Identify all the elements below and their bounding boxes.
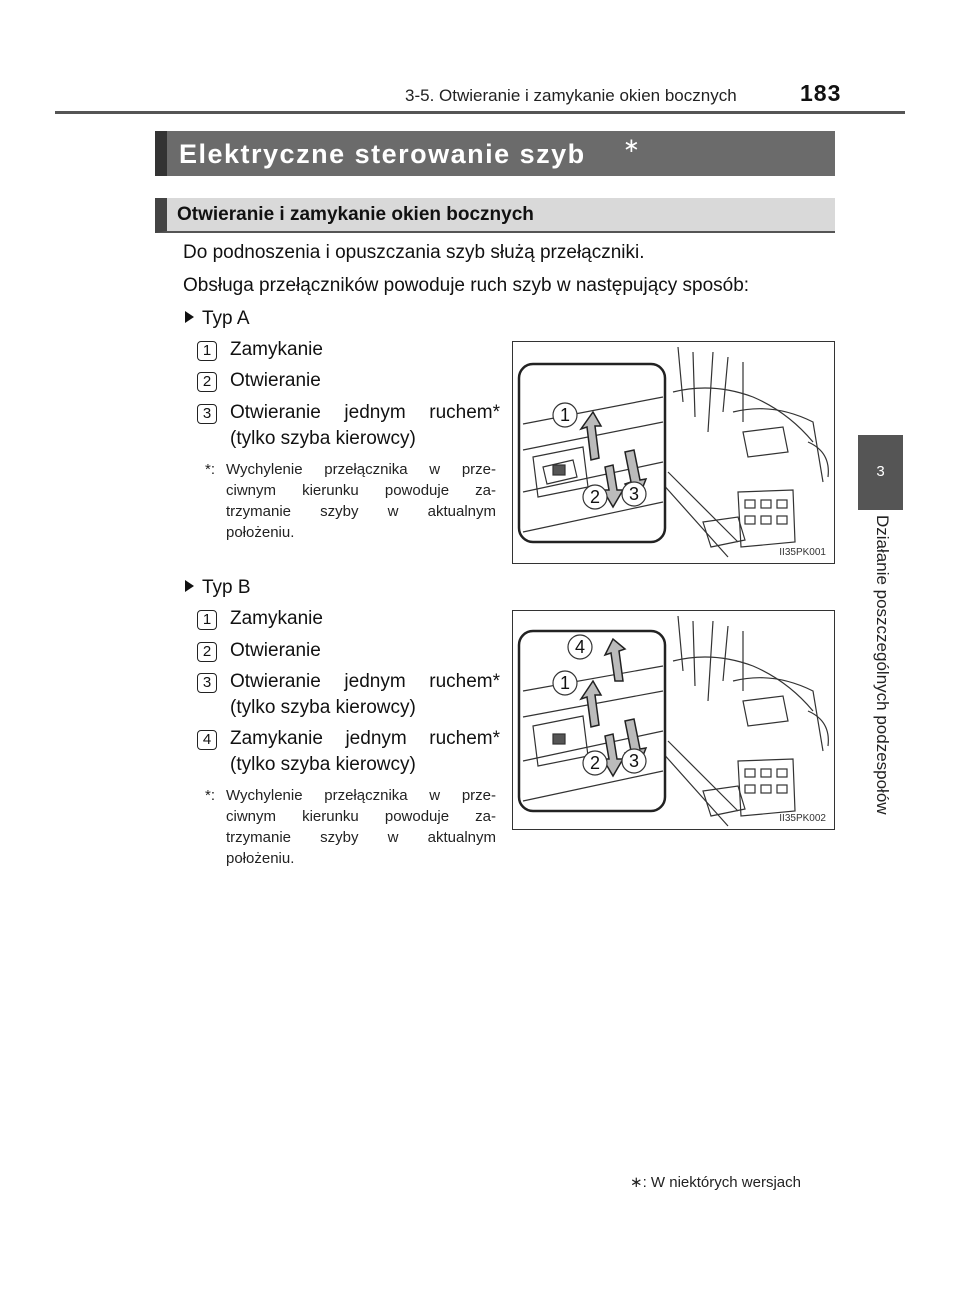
item-text: Otwieranie jednym ruchem* (230, 671, 500, 692)
header-rule (55, 111, 905, 114)
note-line: ciwnym kierunku powoduje za- (226, 482, 496, 499)
type-b-label: Typ B (202, 577, 251, 598)
item-number: 1 (197, 341, 217, 361)
note-line: trzymanie szyby w aktualnym (226, 829, 496, 846)
item-number: 2 (197, 372, 217, 392)
note-mark: *: (205, 787, 216, 804)
figure-type-a (512, 341, 835, 564)
chapter-tab (858, 435, 903, 510)
figure-label: 3 (628, 751, 640, 771)
note-line: Wychylenie przełącznika w prze- (226, 461, 496, 478)
item-text: Zamykanie (230, 339, 323, 360)
type-a-item-3-continuation: (tylko szyba kierowcy) (230, 428, 416, 449)
note-line: położeniu. (226, 850, 295, 867)
type-a-heading (185, 308, 250, 330)
note-line: trzymanie szyby w aktualnym (226, 503, 496, 520)
figure-type-b (512, 610, 835, 830)
figure-label: 1 (559, 405, 571, 425)
figure-label: 2 (589, 753, 601, 773)
intro-line-1: Do podnoszenia i opuszczania szyb służą przełączniki. (183, 242, 645, 263)
section-title: Elektryczne sterowanie szyb (179, 139, 586, 169)
running-header-section: 3-5. Otwieranie i zamykanie okien bocznych (405, 86, 737, 105)
footnote-text: : W niektórych wersjach (642, 1174, 801, 1191)
type-b-item-4-continuation: (tylko szyba kierowcy) (230, 754, 416, 775)
item-text: Otwieranie (230, 640, 321, 661)
item-number: 1 (197, 610, 217, 630)
figure-label: 3 (628, 484, 640, 504)
item-text: Zamykanie (230, 608, 323, 629)
page-number: 183 (800, 80, 842, 106)
subsection-title: Otwieranie i zamykanie okien bocznych (177, 204, 534, 225)
figure-label: 4 (574, 637, 586, 657)
item-number: 3 (197, 404, 217, 424)
item-text: Otwieranie (230, 370, 321, 391)
window-switch-illustration-b (513, 611, 835, 830)
bullet-triangle-icon (185, 580, 194, 592)
type-b-item-3-continuation: (tylko szyba kierowcy) (230, 697, 416, 718)
item-text: Otwieranie jednym ruchem* (230, 402, 500, 423)
figure-code: II35PK002 (779, 813, 826, 824)
type-a-label: Typ A (202, 308, 250, 329)
figure-label: 1 (559, 673, 571, 693)
type-b-heading (185, 577, 251, 599)
item-text: Zamykanie jednym ruchem* (230, 728, 500, 749)
chapter-title-vertical (866, 515, 896, 860)
item-number: 4 (197, 730, 217, 750)
figure-code: II35PK001 (779, 547, 826, 558)
footnote (630, 1173, 801, 1191)
figure-label: 2 (589, 487, 601, 507)
item-number: 2 (197, 642, 217, 662)
version-asterisk: ∗ (623, 135, 640, 157)
footnote-mark: ∗ (630, 1174, 643, 1191)
note-mark: *: (205, 461, 216, 478)
bullet-triangle-icon (185, 311, 194, 323)
section-title-bar (155, 131, 835, 176)
note-line: położeniu. (226, 524, 295, 541)
chapter-title: Działanie poszczególnych podzespołów (873, 515, 892, 815)
window-switch-illustration-a (513, 342, 835, 564)
subsection-bar (155, 198, 835, 233)
intro-line-2: Obsługa przełączników powoduje ruch szyb w następujący sposób: (183, 275, 750, 296)
item-number: 3 (197, 673, 217, 693)
chapter-number: 3 (876, 463, 885, 480)
note-line: Wychylenie przełącznika w prze- (226, 787, 496, 804)
note-line: ciwnym kierunku powoduje za- (226, 808, 496, 825)
